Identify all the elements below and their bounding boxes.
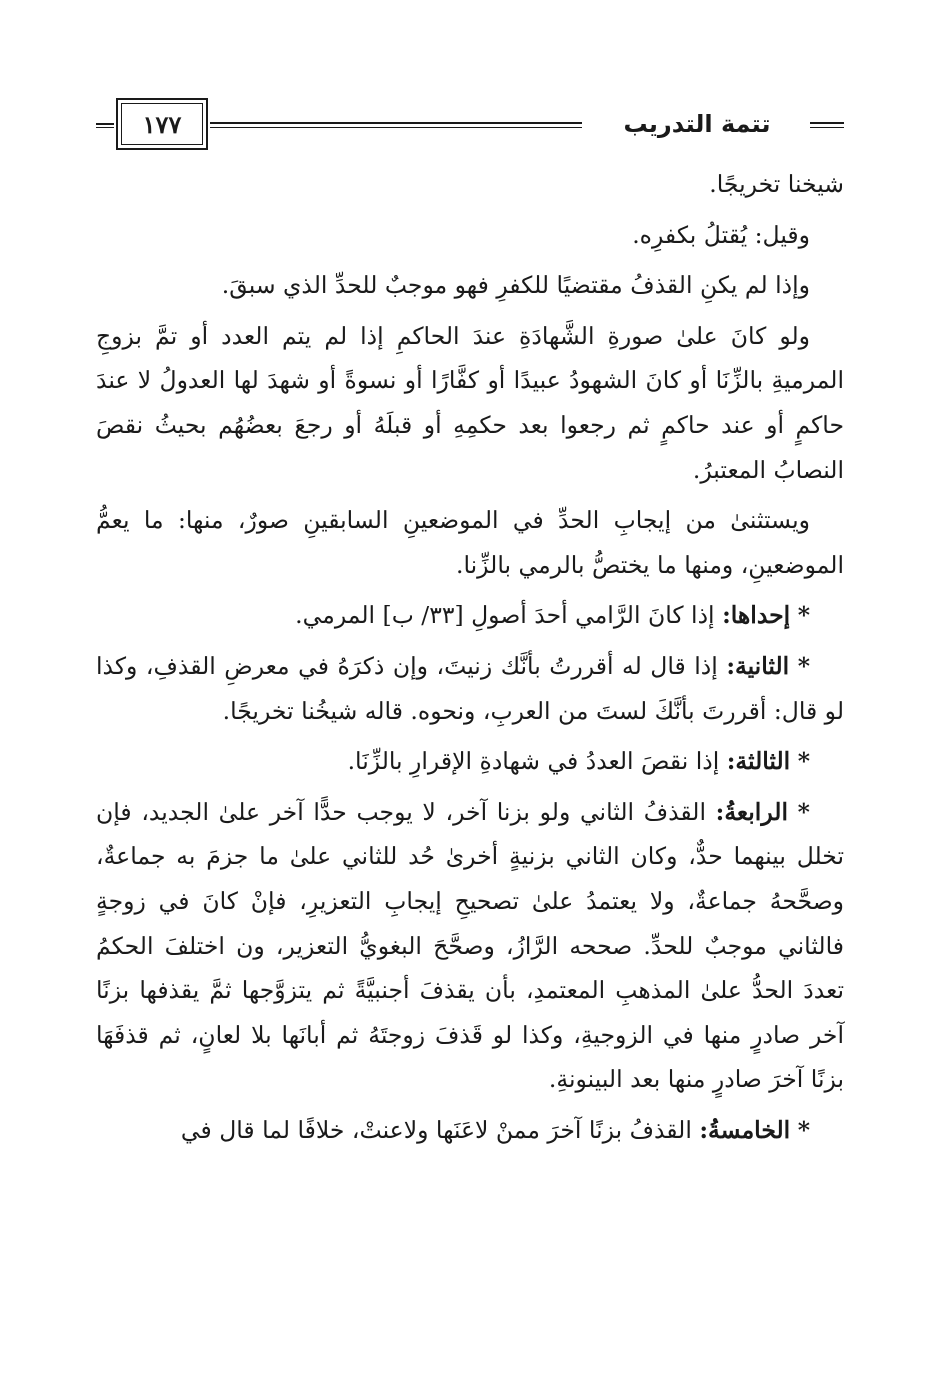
item-text: القذفُ الثاني ولو بزنا آخر، لا يوجب حدًّا آخر علىٰ الجديد، فإن تخلل بينهما حدٌّ، وكان الثاني بزنيةٍ أخرىٰ حُد للثاني علىٰ ما جزمَ به جماعةٌ، وصحَّحهُ جماعةٌ، ولا يعتمدُ علىٰ تصحيحِ إيجابِ التعزيرِ، فإنْ كانَ في زوجةٍ فالثاني موجبٌ للحدِّ. صححه الرَّازُ، وصحَّحَ البغويُّ التعزير، ون اختلفَ الحكمُ تعددَ الحدُّ علىٰ المذهبِ المعتمدِ، بأن يقذفَ أجنبيَّةً ثم يتزوَّجها ثمَّ يقذفها بزنًا آخر صادرٍ منها في الزوجيةِ، وكذا لو قَذفَ زوجتَهُ ثم أبانَها بلا لعانٍ، ثم قذفَهَا بزنًا آخرَ صادرٍ منها بعد البينونةِ. [96, 797, 844, 1094]
paragraph-text: وإذا لم يكنِ القذفُ مقتضيًا للكفرِ فهو موجبٌ للحدِّ الذي سبقَ. [221, 271, 810, 300]
header-rule [210, 122, 582, 128]
page-header [96, 98, 846, 154]
list-item [96, 1108, 844, 1153]
item-lead: الثالثة: [726, 747, 791, 776]
item-text: إذا كانَ الرَّامي أحدَ أصولِ [٣٣/ ب] المرمي. [295, 601, 715, 630]
paragraph [96, 314, 844, 492]
paragraph [96, 263, 844, 308]
page-number: ١٧٧ [121, 103, 203, 145]
item-text: إذا قال له أقررتُ بأنَّك زنيتَ، وإن ذكرَهُ في معرضِ القذفِ، وكذا لو قال: أقررتَ بأنَّكَ لستَ من العربِ، ونحوه. قاله شيخُنا تخريجًا. [96, 651, 844, 725]
item-text: القذفُ بزنًا آخرَ ممنْ لاعَنَها ولاعنتْ، خلافًا لما قال في [180, 1115, 692, 1144]
paragraph [96, 213, 844, 258]
running-title: تتمة التدريب [623, 110, 771, 138]
header-rule-right [810, 122, 844, 128]
asterisk-bullet: * [797, 797, 810, 826]
header-rule-left [96, 123, 114, 128]
item-text: إذا نقصَ العددُ في شهادةِ الإقرارِ بالزِّنَا. [347, 747, 720, 776]
list-item [96, 790, 844, 1102]
item-lead: الرابعةُ: [715, 797, 788, 826]
paragraph [96, 162, 844, 207]
list-item [96, 644, 844, 733]
asterisk-bullet: * [797, 601, 810, 630]
asterisk-bullet: * [797, 1115, 810, 1144]
list-item [96, 593, 844, 638]
page-number-frame [116, 98, 208, 150]
item-lead: الثانية: [726, 651, 790, 680]
paragraph [96, 498, 844, 587]
paragraph-text: ولو كانَ علىٰ صورةِ الشَّهادَةِ عندَ الحاكمِ إذا لم يتم العدد أو تمَّ بزوجِ المرميةِ بالزِّنَا أو كانَ الشهودُ عبيدًا أو كفَّارًا أو نسوةً أو شهدَ لها العدولُ لا عندَ حاكمٍ أو عند حاكمٍ ثم رجعوا بعد حكمِهِ أو قبلَهُ أو رجعَ بعضُهُم بحيثُ نقصَ النصابُ المعتبرُ. [96, 321, 844, 484]
paragraph-text: ويستثنىٰ من إيجابِ الحدِّ في الموضعينِ السابقينِ صورٌ، منها: ما يعمُّ الموضعينِ، ومنها ما يختصُّ بالرمي بالزِّنا. [96, 506, 844, 579]
asterisk-bullet: * [797, 747, 810, 776]
list-item [96, 739, 844, 784]
paragraph-text: وقيل: يُقتلُ بكفرِه. [632, 220, 810, 249]
body-text [96, 162, 844, 1158]
item-lead: الخامسةُ: [699, 1115, 791, 1144]
item-lead: إحداها: [722, 601, 791, 630]
paragraph-text: شيخنا تخريجًا. [709, 170, 844, 198]
asterisk-bullet: * [797, 651, 810, 680]
